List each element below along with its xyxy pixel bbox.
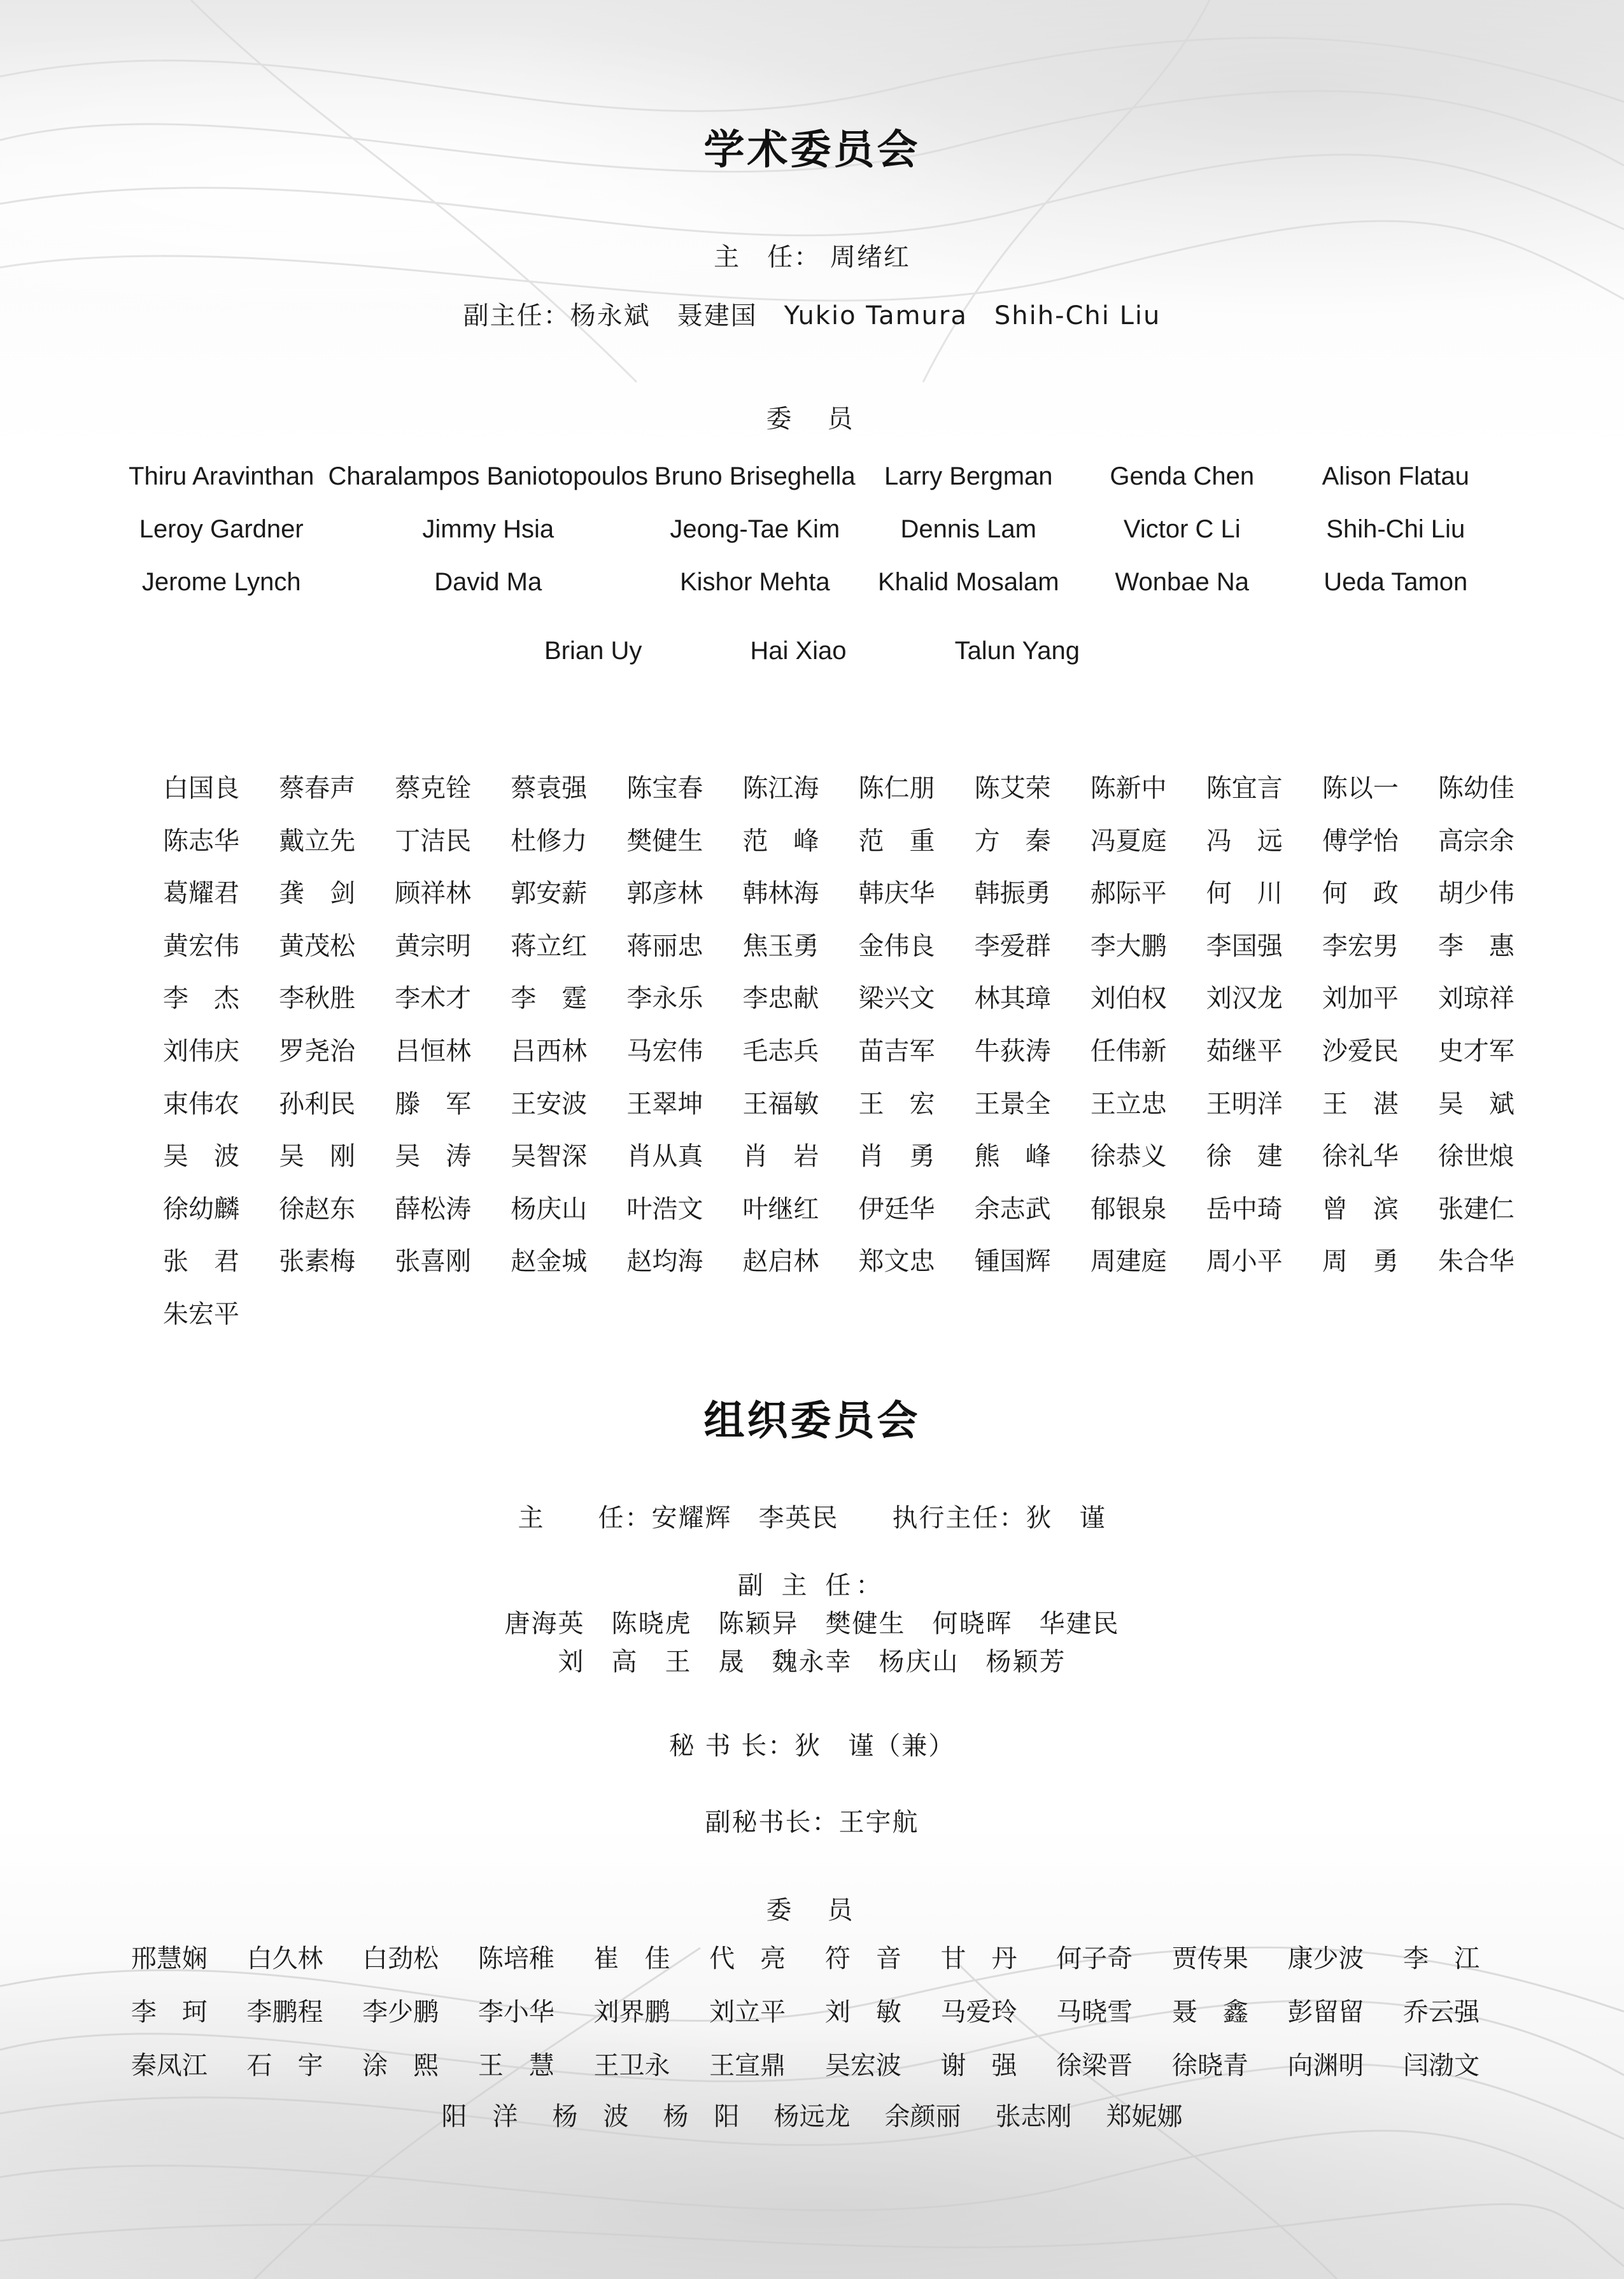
member-name-cn: 刘伯权 [1090, 984, 1167, 1014]
member-name-en: Alison Flatau [1322, 462, 1469, 490]
member-name-cn: 余志武 [974, 1194, 1051, 1224]
member-name-cn: 牛荻涛 [974, 1036, 1051, 1066]
member-name-cn: 郭彦林 [626, 879, 703, 909]
member-name-cn: 林其璋 [974, 984, 1051, 1014]
organizing-members-label: 委 员 [766, 1896, 858, 1925]
member-name-cn: 王宣鼎 [709, 2051, 786, 2080]
member-name-cn: 李少鹏 [362, 1998, 439, 2027]
member-name-cn: 龚 剑 [279, 879, 356, 909]
organizing-secretary-general: 秘 书 长：狄 谨（兼） [668, 1731, 956, 1761]
member-name-en: Wonbae Na [1115, 568, 1250, 596]
member-name-cn: 郑文忠 [858, 1247, 935, 1277]
member-name-cn: 徐梁晋 [1056, 2051, 1133, 2080]
member-name-cn: 邢慧娴 [131, 1944, 208, 1973]
member-name-cn: 何 川 [1206, 879, 1283, 909]
member-name-cn: 李爱群 [974, 931, 1051, 961]
member-name-cn: 李术才 [395, 984, 472, 1014]
member-name-cn: 任伟新 [1090, 1036, 1167, 1066]
member-name-cn: 何子奇 [1056, 1944, 1133, 1973]
member-name-cn: 杨 波 [552, 2102, 629, 2131]
member-name-cn: 康少波 [1287, 1944, 1364, 1973]
member-name-en: Kishor Mehta [679, 568, 830, 596]
organizing-committee-title: 组织委员会 [703, 1398, 921, 1445]
member-name-cn: 李 霆 [511, 984, 588, 1014]
member-name-cn: 吕恒林 [395, 1036, 472, 1066]
member-name-cn: 陈宜言 [1206, 774, 1283, 803]
organizing-vice-chair-label: 副 主 任： [737, 1571, 887, 1600]
member-name-cn: 陈宝春 [626, 774, 703, 803]
member-name-en: Shih-Chi Liu [1326, 515, 1465, 543]
member-name-cn: 朱合华 [1437, 1247, 1515, 1277]
member-name-cn: 彭留留 [1287, 1998, 1364, 2027]
member-name-cn: 刘 敏 [824, 1998, 901, 2027]
member-name-cn: 蔡袁强 [511, 774, 588, 803]
member-name-cn: 周建庭 [1090, 1247, 1167, 1277]
academic-chair: 主 任： 周绪红 [714, 243, 910, 272]
member-name-cn: 束伟农 [163, 1089, 240, 1119]
member-name-cn: 崔 佳 [593, 1944, 670, 1973]
academic-members-en-last-row [0, 637, 1624, 665]
member-name-cn: 沙爱民 [1322, 1036, 1399, 1066]
member-name-cn: 茹继平 [1206, 1036, 1283, 1066]
member-name-cn: 伊廷华 [858, 1194, 935, 1224]
member-name-en: Victor C Li [1123, 515, 1241, 543]
member-name-cn: 薛松涛 [395, 1194, 472, 1224]
member-name-cn: 顾祥林 [395, 879, 472, 909]
member-name-cn: 周小平 [1206, 1247, 1283, 1277]
member-name-cn: 何 政 [1322, 879, 1399, 909]
member-name-cn: 陈艾荣 [974, 774, 1051, 803]
member-name-cn: 陈仁朋 [858, 774, 935, 803]
member-name-cn: 王 慧 [477, 2051, 554, 2080]
member-name-cn: 李国强 [1206, 931, 1283, 961]
member-name-cn: 王 宏 [858, 1089, 935, 1119]
member-name-cn: 周 勇 [1322, 1247, 1399, 1277]
member-name-cn: 刘加平 [1322, 984, 1399, 1014]
member-name-cn: 王卫永 [593, 2051, 670, 2080]
member-name-en: Thiru Aravinthan [129, 462, 314, 490]
member-name-cn: 焦玉勇 [742, 931, 819, 961]
member-name-cn: 吴 波 [163, 1142, 240, 1172]
member-name-cn: 吕西林 [511, 1036, 588, 1066]
organizing-chair: 主 任：安耀辉 李英民 执行主任：狄 谨 [518, 1503, 1106, 1533]
member-name-cn: 徐晓青 [1171, 2051, 1248, 2080]
member-name-en: Brian Uy [544, 637, 642, 665]
member-name-cn: 叶继红 [742, 1194, 819, 1224]
member-name-cn: 石 宇 [246, 2051, 323, 2080]
member-name-cn: 樊健生 [626, 826, 703, 856]
member-name-cn: 史才军 [1437, 1036, 1515, 1066]
member-name-cn: 闫渤文 [1403, 2051, 1480, 2080]
organizing-vice-chair-row-2: 刘 高 王 晟 魏永幸 杨庆山 杨颖芳 [558, 1647, 1066, 1677]
member-name-cn: 张建仁 [1437, 1194, 1515, 1224]
member-name-cn: 徐礼华 [1322, 1142, 1399, 1172]
member-name-cn: 吴宏波 [824, 2051, 901, 2080]
member-name-cn: 代 亮 [709, 1944, 786, 1973]
member-name-cn: 陈志华 [163, 826, 240, 856]
member-name-cn: 王景全 [974, 1089, 1051, 1119]
academic-members-en-grid [115, 462, 1502, 597]
member-name-cn: 郝际平 [1090, 879, 1167, 909]
member-name-cn: 余颜丽 [884, 2102, 961, 2131]
member-name-cn: 刘伟庆 [163, 1036, 240, 1066]
member-name-cn: 白久林 [246, 1944, 323, 1973]
member-name-cn: 冯夏庭 [1090, 826, 1167, 856]
member-name-cn: 马爱玲 [940, 1998, 1017, 2027]
member-name-en: Khalid Mosalam [877, 568, 1059, 596]
member-name-cn: 王立忠 [1090, 1089, 1167, 1119]
member-name-cn: 毛志兵 [742, 1036, 819, 1066]
member-name-cn: 郑妮娜 [1106, 2102, 1183, 2131]
member-name-cn: 聂 鑫 [1171, 1998, 1248, 2027]
member-name-cn: 马宏伟 [626, 1036, 703, 1066]
member-name-cn: 罗尧治 [279, 1036, 356, 1066]
member-name-en: Jimmy Hsia [422, 515, 554, 543]
member-name-cn: 苗吉军 [858, 1036, 935, 1066]
member-name-cn: 葛耀君 [163, 879, 240, 909]
member-name-cn: 徐赵东 [279, 1194, 356, 1224]
member-name-cn: 杨庆山 [511, 1194, 588, 1224]
member-name-cn: 蒋丽忠 [626, 931, 703, 961]
member-name-cn: 向渊明 [1287, 2051, 1364, 2080]
member-name-cn: 王 湛 [1322, 1089, 1399, 1119]
member-name-en: Larry Bergman [884, 462, 1053, 490]
member-name-cn: 肖 勇 [858, 1142, 935, 1172]
organizing-vice-chair-row-1: 唐海英 陈晓虎 陈颖异 樊健生 何晓晖 华建民 [504, 1609, 1120, 1638]
member-name-cn: 徐世烺 [1437, 1142, 1515, 1172]
top-wave-decoration [0, 0, 1624, 395]
member-name-cn: 徐恭义 [1090, 1142, 1167, 1172]
member-name-cn: 李 江 [1403, 1944, 1480, 1973]
member-name-cn: 符 音 [824, 1944, 901, 1973]
member-name-cn: 陈培稚 [477, 1944, 554, 1973]
member-name-cn: 李鹏程 [246, 1998, 323, 2027]
member-name-cn: 蒋立红 [511, 931, 588, 961]
member-name-cn: 傅学怡 [1322, 826, 1399, 856]
member-name-en: Ueda Tamon [1324, 568, 1468, 596]
member-name-cn: 李 惠 [1437, 931, 1515, 961]
member-name-en: Genda Chen [1110, 462, 1255, 490]
member-name-cn: 秦凤江 [131, 2051, 208, 2080]
member-name-cn: 刘琼祥 [1437, 984, 1515, 1014]
member-name-cn: 王安波 [511, 1089, 588, 1119]
member-name-cn: 陈江海 [742, 774, 819, 803]
member-name-cn: 张素梅 [279, 1247, 356, 1277]
member-name-en: Charalampos Baniotopoulos [328, 462, 649, 490]
member-name-en: Leroy Gardner [139, 515, 304, 543]
organizing-members-cn-last-row [0, 2102, 1624, 2131]
member-name-cn: 徐幼麟 [163, 1194, 240, 1224]
member-name-cn: 徐 建 [1206, 1142, 1283, 1172]
member-name-cn: 王翠坤 [626, 1089, 703, 1119]
member-name-cn: 黄宗明 [395, 931, 472, 961]
member-name-cn: 范 重 [858, 826, 935, 856]
member-name-cn: 李永乐 [626, 984, 703, 1014]
member-name-cn: 杨 阳 [663, 2102, 740, 2131]
member-name-cn: 李 珂 [131, 1998, 208, 2027]
member-name-cn: 肖从真 [626, 1142, 703, 1172]
member-name-cn: 滕 军 [395, 1089, 472, 1119]
academic-vice-chair: 副主任：杨永斌 聂建国 Yukio Tamura Shih-Chi Liu [463, 301, 1161, 330]
member-name-cn: 李宏男 [1322, 931, 1399, 961]
member-name-cn: 李小华 [477, 1998, 554, 2027]
member-name-cn: 高宗余 [1437, 826, 1515, 856]
member-name-cn: 岳中琦 [1206, 1194, 1283, 1224]
member-name-cn: 贾传果 [1171, 1944, 1248, 1973]
member-name-cn: 韩林海 [742, 879, 819, 909]
member-name-cn: 冯 远 [1206, 826, 1283, 856]
member-name-cn: 黄茂松 [279, 931, 356, 961]
member-name-cn: 赵启林 [742, 1247, 819, 1277]
member-name-cn: 王明洋 [1206, 1089, 1283, 1119]
member-name-cn: 谢 强 [940, 2051, 1017, 2080]
member-name-cn: 韩庆华 [858, 879, 935, 909]
member-name-en: Jeong-Tae Kim [670, 515, 840, 543]
member-name-cn: 韩振勇 [974, 879, 1051, 909]
member-name-cn: 丁洁民 [395, 826, 472, 856]
member-name-cn: 范 峰 [742, 826, 819, 856]
member-name-cn: 陈以一 [1322, 774, 1399, 803]
member-name-cn: 张喜刚 [395, 1247, 472, 1277]
member-name-cn: 刘界鹏 [593, 1998, 670, 2027]
member-name-cn: 阳 洋 [441, 2102, 518, 2131]
member-name-cn: 赵金城 [511, 1247, 588, 1277]
member-name-cn: 胡少伟 [1437, 879, 1515, 909]
member-name-cn: 马晓雪 [1056, 1998, 1133, 2027]
member-name-en: Bruno Briseghella [654, 462, 856, 490]
member-name-cn: 杜修力 [511, 826, 588, 856]
member-name-cn: 李大鹏 [1090, 931, 1167, 961]
member-name-cn: 吴 刚 [279, 1142, 356, 1172]
member-name-en: David Ma [434, 568, 542, 596]
member-name-en: Jerome Lynch [141, 568, 301, 596]
member-name-cn: 熊 峰 [974, 1142, 1051, 1172]
member-name-en: Talun Yang [954, 637, 1080, 665]
member-name-cn: 张志刚 [995, 2102, 1072, 2131]
member-name-cn: 甘 丹 [940, 1944, 1017, 1973]
member-name-cn: 朱宏平 [163, 1299, 240, 1329]
academic-committee-title: 学术委员会 [703, 127, 921, 174]
member-name-cn: 王福敏 [742, 1089, 819, 1119]
member-name-cn: 白国良 [163, 774, 240, 803]
member-name-cn: 梁兴文 [858, 984, 935, 1014]
member-name-cn: 杨远龙 [773, 2102, 851, 2131]
member-name-cn: 黄宏伟 [163, 931, 240, 961]
member-name-cn: 肖 岩 [742, 1142, 819, 1172]
member-name-en: Dennis Lam [900, 515, 1036, 543]
member-name-cn: 张 君 [163, 1247, 240, 1277]
member-name-cn: 郭安薪 [511, 879, 588, 909]
member-name-cn: 白劲松 [362, 1944, 439, 1973]
organizing-deputy-secretary: 副秘书长：王宇航 [705, 1808, 919, 1837]
member-name-cn: 戴立先 [279, 826, 356, 856]
member-name-cn: 乔云强 [1403, 1998, 1480, 2027]
member-name-cn: 李忠献 [742, 984, 819, 1014]
member-name-cn: 刘立平 [709, 1998, 786, 2027]
member-name-cn: 李秋胜 [279, 984, 356, 1014]
member-name-cn: 刘汉龙 [1206, 984, 1283, 1014]
member-name-cn: 涂 熙 [362, 2051, 439, 2080]
member-name-cn: 陈新中 [1090, 774, 1167, 803]
member-name-cn: 锺国辉 [974, 1247, 1051, 1277]
member-name-cn: 叶浩文 [626, 1194, 703, 1224]
member-name-cn: 蔡克铨 [395, 774, 472, 803]
member-name-cn: 方 秦 [974, 826, 1051, 856]
member-name-cn: 陈幼佳 [1437, 774, 1515, 803]
member-name-cn: 孙利民 [279, 1089, 356, 1119]
member-name-cn: 蔡春声 [279, 774, 356, 803]
member-name-cn: 郁银泉 [1090, 1194, 1167, 1224]
organizing-members-cn-grid [111, 1944, 1499, 2080]
member-name-cn: 赵均海 [626, 1247, 703, 1277]
member-name-cn: 吴 斌 [1437, 1089, 1515, 1119]
member-name-cn: 吴智深 [511, 1142, 588, 1172]
member-name-cn: 金伟良 [858, 931, 935, 961]
member-name-cn: 李 杰 [163, 984, 240, 1014]
member-name-en: Hai Xiao [750, 637, 847, 665]
member-name-cn: 曾 滨 [1322, 1194, 1399, 1224]
academic-members-label: 委 员 [766, 404, 858, 434]
member-name-cn: 吴 涛 [395, 1142, 472, 1172]
academic-members-cn-grid [143, 774, 1534, 1329]
